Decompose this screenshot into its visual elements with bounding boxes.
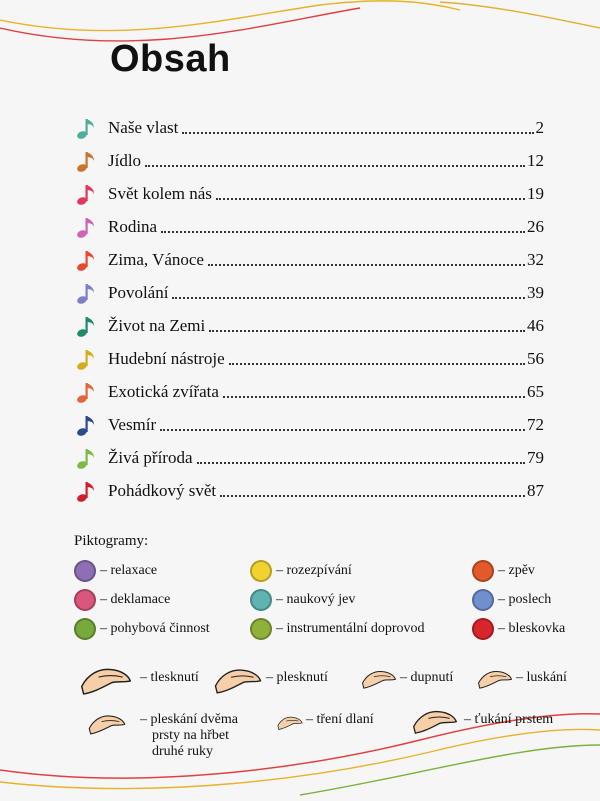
music-note-icon xyxy=(74,280,100,306)
clapping-hands-icon xyxy=(78,658,134,700)
toc-entry-page: 32 xyxy=(527,249,544,269)
maracas-icon xyxy=(250,618,272,640)
toc-entry-label: Jídlo xyxy=(108,150,142,170)
two-finger-clap-icon xyxy=(78,708,136,738)
pictogram-label: – bleskovka xyxy=(498,621,566,636)
music-note-icon xyxy=(74,247,100,273)
lightning-icon xyxy=(472,618,494,640)
toc-entry-label: Hudební nástroje xyxy=(108,348,225,368)
toc-entry-label: Naše vlast xyxy=(108,117,179,137)
toc-entry-page: 46 xyxy=(527,315,544,335)
leader-dots xyxy=(182,132,533,134)
pictogram-item xyxy=(472,560,535,582)
toc-entry-label: Živá příroda xyxy=(108,447,193,467)
toc-entry-page: 56 xyxy=(527,348,544,368)
gesture-label-line: – ťukání prstem xyxy=(464,712,554,727)
ear-icon xyxy=(472,589,494,611)
toc-entry[interactable] xyxy=(74,276,544,309)
leader-dots xyxy=(172,297,525,299)
leader-dots xyxy=(197,462,526,464)
toc-entry-page: 39 xyxy=(527,282,544,302)
pictograms-heading: Piktogramy: xyxy=(74,533,149,549)
gesture-label-line: – plesknutí xyxy=(266,670,328,685)
gesture-label xyxy=(266,670,328,686)
leader-dots xyxy=(161,231,525,233)
rubbing-palms-icon xyxy=(276,702,304,742)
pictogram-item xyxy=(472,589,551,611)
pictogram-item xyxy=(250,589,355,611)
toc-entry[interactable] xyxy=(74,177,544,210)
leader-dots xyxy=(160,429,525,431)
pictogram-item xyxy=(74,618,210,640)
music-note-icon xyxy=(74,148,100,174)
pictogram-label: – relaxace xyxy=(100,563,158,578)
gesture-label-line: prsty na hřbet xyxy=(152,728,229,743)
relaxation-icon xyxy=(74,560,96,582)
pictogram-label: – zpěv xyxy=(498,563,535,578)
toc-entry[interactable] xyxy=(74,342,544,375)
page-title: Obsah xyxy=(110,38,231,80)
music-note-icon xyxy=(74,379,100,405)
pictogram-label: – poslech xyxy=(498,592,552,607)
snapping-fingers-icon xyxy=(476,658,514,698)
toc-entry-page: 65 xyxy=(527,381,544,401)
gesture-label-line: – luskání xyxy=(516,670,567,685)
gesture-label xyxy=(306,712,374,728)
pictogram-item xyxy=(472,618,565,640)
pictogram-label: – instrumentální doprovod xyxy=(276,621,425,636)
toc-entry-label: Vesmír xyxy=(108,414,157,434)
toc-entry[interactable] xyxy=(74,243,544,276)
gesture-label xyxy=(400,670,453,686)
toc-entry-page: 87 xyxy=(527,480,544,500)
gesture-label xyxy=(140,712,238,760)
leader-dots xyxy=(223,396,525,398)
gesture-label-line: – pleskání dvěma xyxy=(140,712,238,727)
toc-entry-label: Svět kolem nás xyxy=(108,183,212,203)
toc-entry-page: 72 xyxy=(527,414,544,434)
pictogram-label: – deklamace xyxy=(100,592,171,607)
pictogram-item xyxy=(250,560,352,582)
toc-entry-page: 12 xyxy=(527,150,544,170)
music-note-icon xyxy=(74,214,100,240)
toc-entry[interactable] xyxy=(74,144,544,177)
toc-entry-label: Povolání xyxy=(108,282,169,302)
leader-dots xyxy=(229,363,525,365)
gesture-label xyxy=(464,712,553,728)
toc-entry[interactable] xyxy=(74,408,544,441)
pictogram-label: – pohybová činnost xyxy=(100,621,210,636)
music-note-icon xyxy=(74,346,100,372)
treble-clef-icon xyxy=(250,589,272,611)
gesture-label-line: – tření dlaní xyxy=(306,712,374,727)
gesture-label xyxy=(516,670,567,686)
toc-entry-page: 26 xyxy=(527,216,544,236)
toc-entry[interactable] xyxy=(74,309,544,342)
gesture-label-line: – dupnutí xyxy=(400,670,454,685)
leader-dots xyxy=(216,198,525,200)
pictogram-item xyxy=(250,618,425,640)
music-note-icon xyxy=(74,412,100,438)
pictogram-item xyxy=(74,560,157,582)
dancer-icon xyxy=(74,618,96,640)
toc-entry-label: Zima, Vánoce xyxy=(108,249,204,269)
toc-entry[interactable] xyxy=(74,375,544,408)
warmup-notes-icon xyxy=(250,560,272,582)
gesture-label-line: – tlesknutí xyxy=(140,670,199,685)
table-of-contents xyxy=(74,111,544,507)
toc-entry[interactable] xyxy=(74,441,544,474)
toc-entry-label: Rodina xyxy=(108,216,158,236)
leader-dots xyxy=(145,165,525,167)
toc-entry-page: 19 xyxy=(527,183,544,203)
toc-entry-label: Exotická zvířata xyxy=(108,381,219,401)
toc-entry[interactable] xyxy=(74,111,544,144)
singing-notes-icon xyxy=(472,560,494,582)
toc-entry-page: 2 xyxy=(535,117,544,137)
gesture-label-line: druhé ruky xyxy=(152,744,214,759)
pictogram-label: – naukový jev xyxy=(276,592,356,607)
leader-dots xyxy=(220,495,525,497)
music-note-icon xyxy=(74,181,100,207)
music-note-icon xyxy=(74,478,100,504)
pictogram-item xyxy=(74,589,170,611)
toc-entry-label: Život na Zemi xyxy=(108,315,206,335)
toc-entry-page: 79 xyxy=(527,447,544,467)
music-note-icon xyxy=(74,445,100,471)
stomping-foot-icon xyxy=(360,654,398,702)
pictogram-label: – rozezpívání xyxy=(276,563,352,578)
mouth-icon xyxy=(74,589,96,611)
leader-dots xyxy=(209,330,525,332)
toc-entry[interactable] xyxy=(74,474,544,507)
leader-dots xyxy=(208,264,525,266)
finger-tapping-icon xyxy=(410,702,460,738)
gesture-label xyxy=(140,670,199,686)
music-note-icon xyxy=(74,313,100,339)
toc-entry[interactable] xyxy=(74,210,544,243)
music-note-icon xyxy=(74,115,100,141)
slapping-hand-icon xyxy=(212,658,264,700)
toc-entry-label: Pohádkový svět xyxy=(108,480,217,500)
